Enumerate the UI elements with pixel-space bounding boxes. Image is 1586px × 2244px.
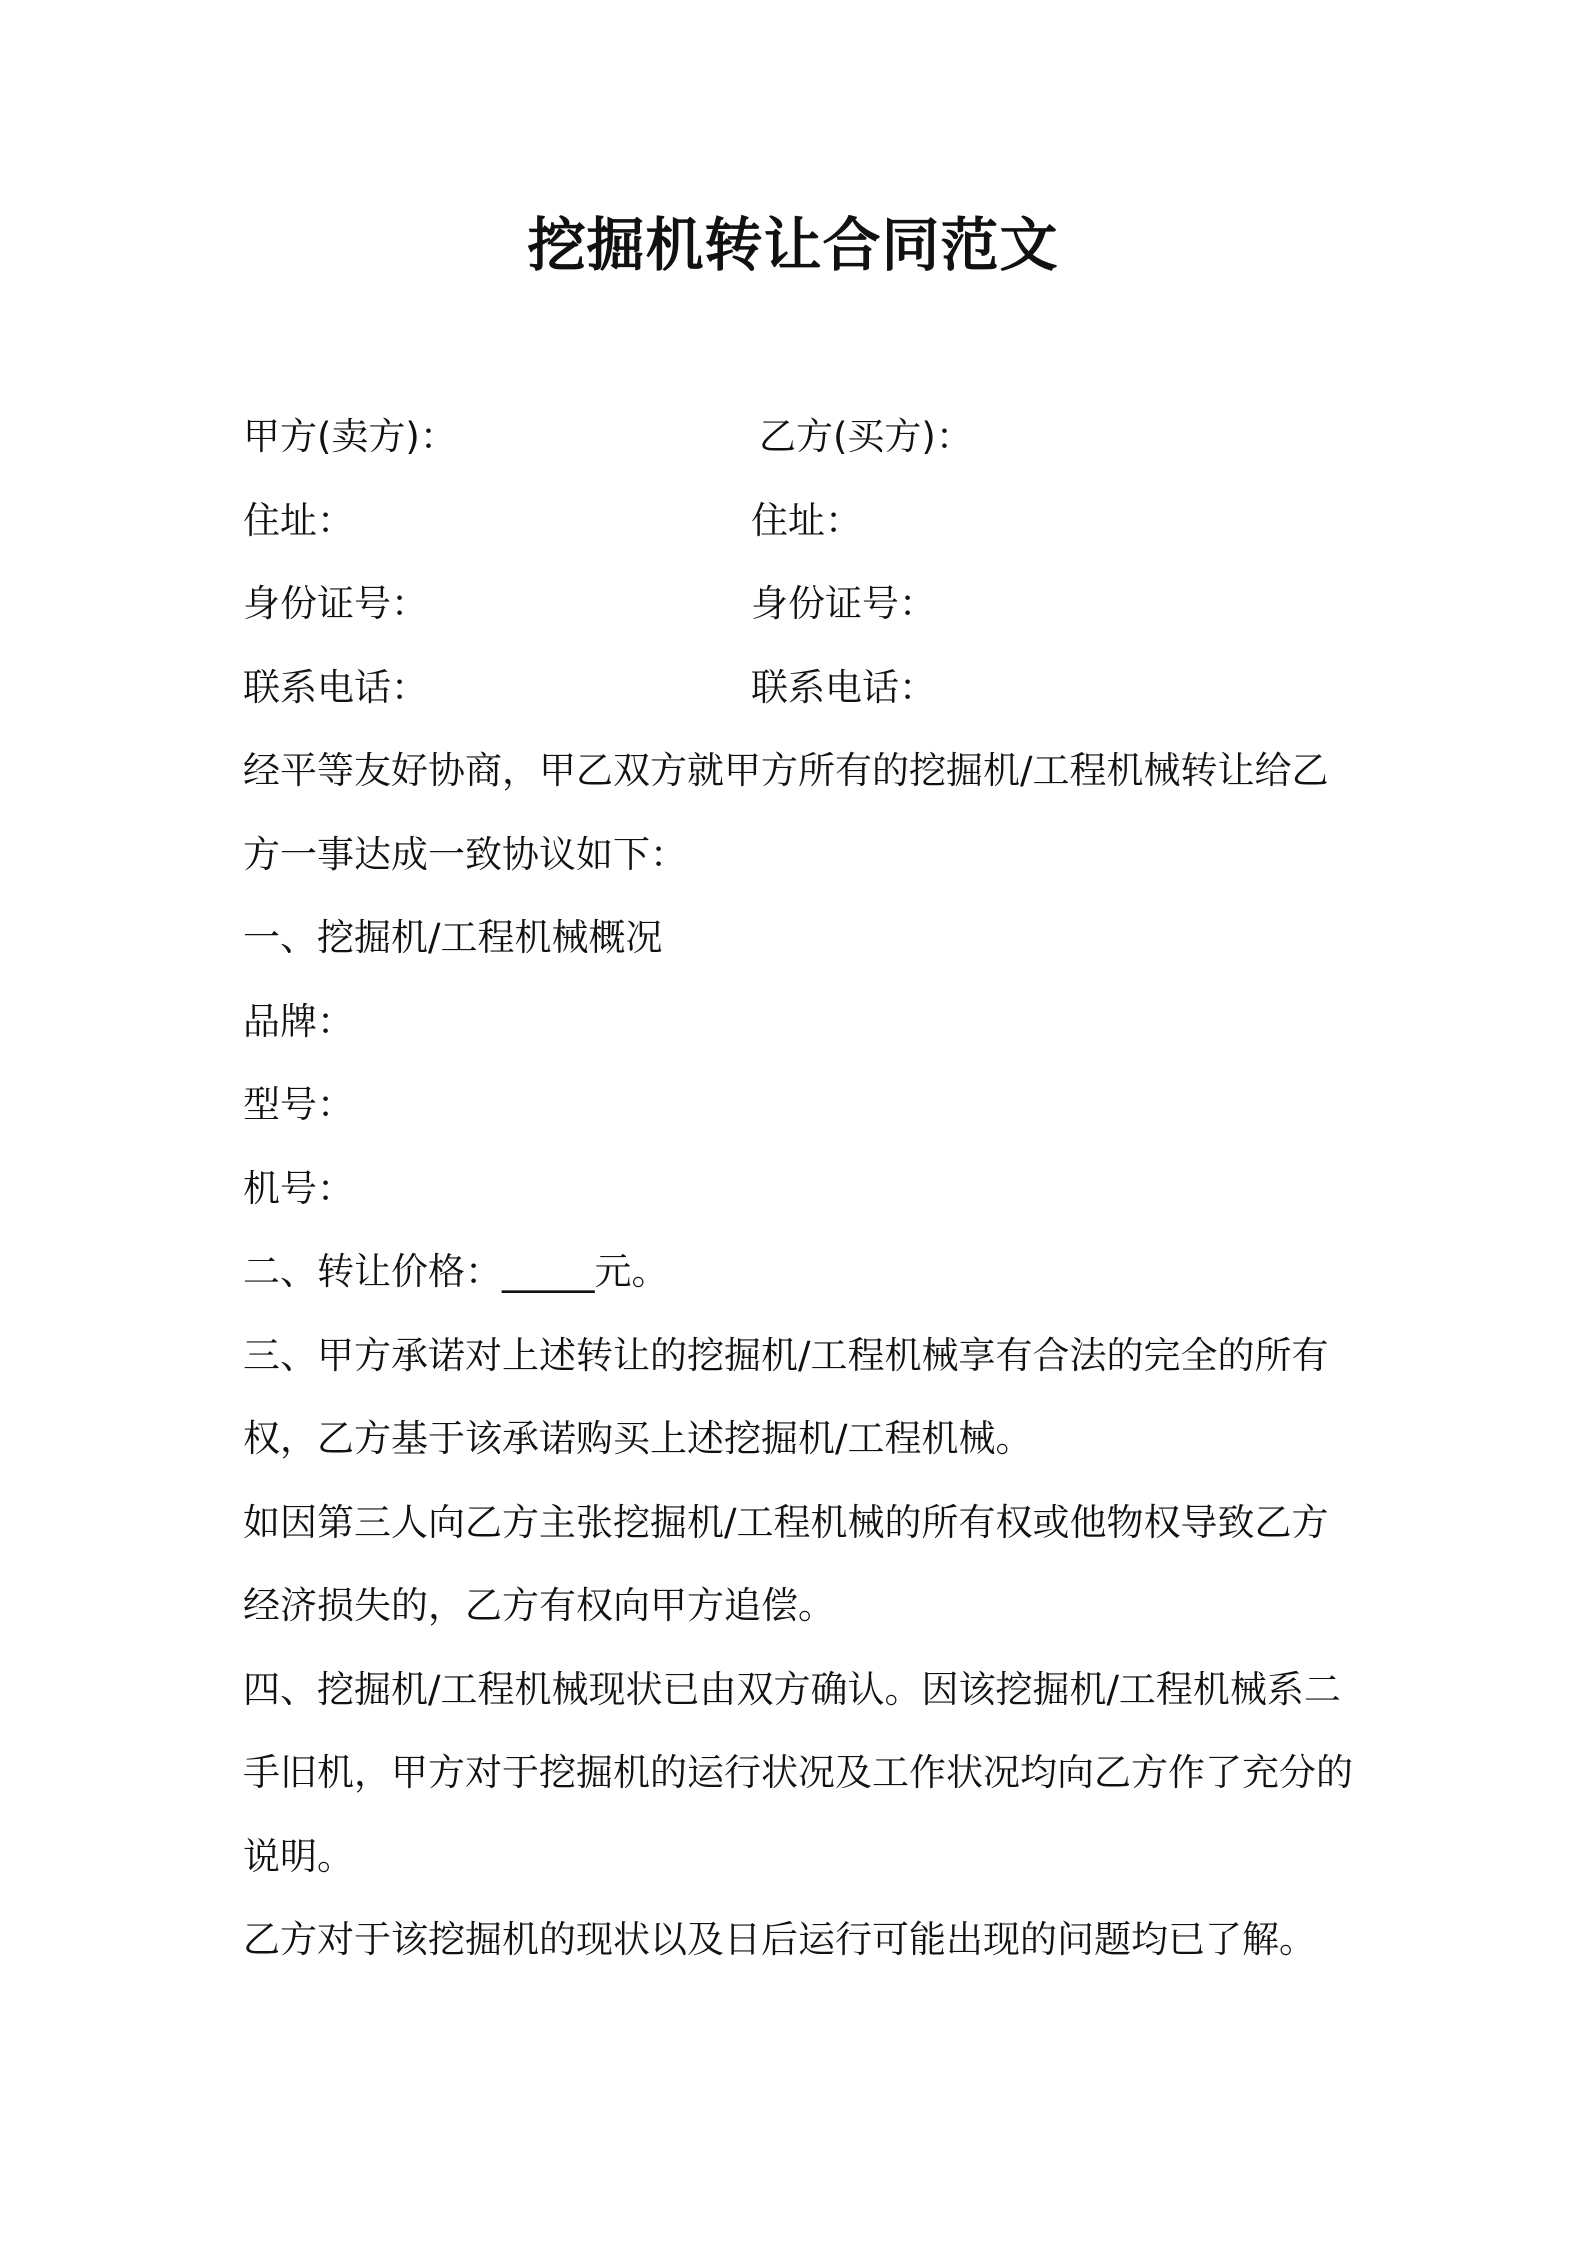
party-b-phone: 联系电话： [751,665,936,709]
text-line: 手旧机，甲方对于挖掘机的运行状况及工作状况均向乙方作了充分的 [243,1751,1353,1794]
text-line: 乙方对于该挖掘机的现状以及日后运行可能出现的问题均已了解。 [243,1918,1316,1961]
text-line: 经济损失的，乙方有权向甲方追偿。 [243,1584,835,1627]
party-b-label: 乙方(买方)： [759,415,973,458]
section-heading: 一、挖掘机/工程机械概况 [243,916,663,959]
document-title: 挖掘机转让合同范文 [527,211,1059,279]
contract-text [243,729,1363,1982]
text-line: 如因第三人向乙方主张挖掘机/工程机械的所有权或他物权导致乙方 [243,1500,1329,1544]
text-line: 权，乙方基于该承诺购买上述挖掘机/工程机械。 [243,1417,1033,1460]
text-line: 方一事达成一致协议如下： [243,832,687,876]
text-line: 三、甲方承诺对上述转让的挖掘机/工程机械享有合法的完全的所有 [243,1333,1329,1377]
party-row-id [243,562,1363,646]
party-row-label [243,395,1363,479]
text-line: 说明。 [243,1834,354,1878]
text-line: 经平等友好协商，甲乙双方就甲方所有的挖掘机/工程机械转让给乙 [243,749,1329,792]
party-b-id-number: 身份证号： [751,582,936,625]
party-b-address: 住址： [751,498,862,542]
field-machine-number: 机号： [243,1166,354,1210]
party-a-label: 甲方(卖方)： [243,415,457,458]
party-a-id-number: 身份证号： [243,582,428,625]
section-price: 二、转让价格：_____元。 [243,1250,669,1293]
party-row-phone [243,646,1363,730]
field-model: 型号： [243,1083,354,1126]
party-a-address: 住址： [243,498,354,542]
party-row-address [243,479,1363,563]
contract-body [243,395,1363,1982]
field-brand: 品牌： [243,999,354,1043]
text-line: 四、挖掘机/工程机械现状已由双方确认。因该挖掘机/工程机械系二 [243,1667,1341,1711]
party-a-phone: 联系电话： [243,665,428,709]
